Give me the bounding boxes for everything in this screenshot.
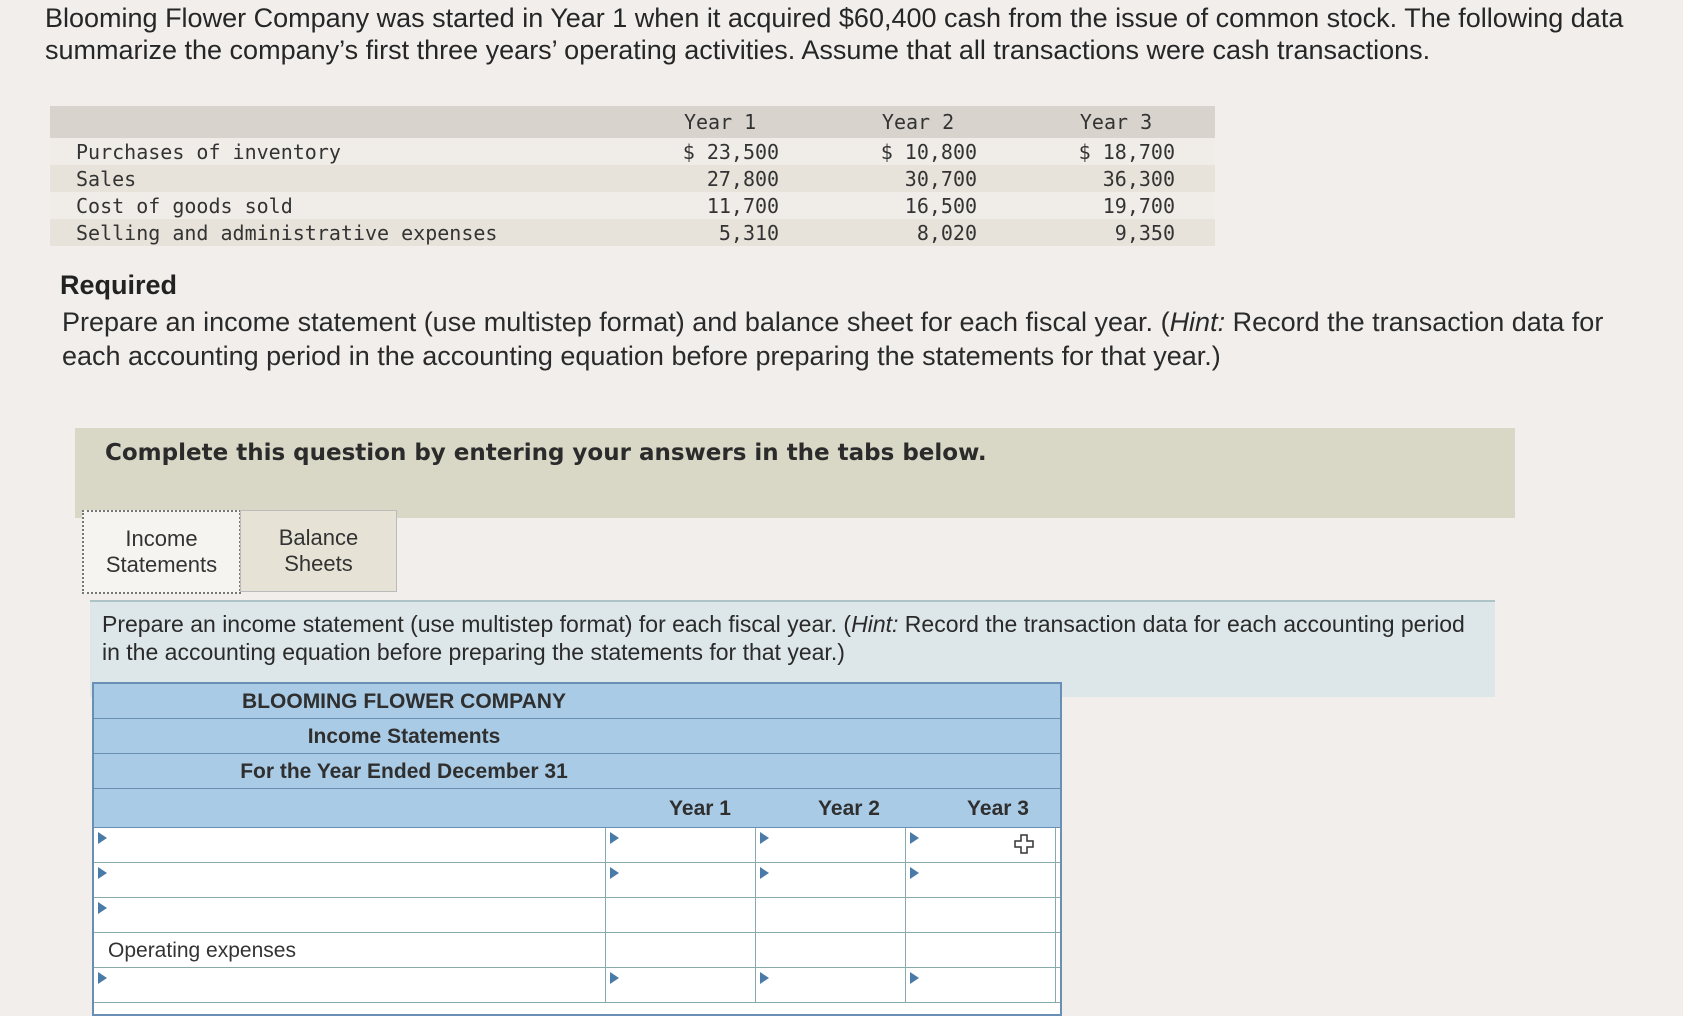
year2-cell xyxy=(756,933,906,967)
row-year2-value: 16,500 xyxy=(819,192,1017,219)
statement-row xyxy=(94,968,1060,1003)
year3-input[interactable] xyxy=(906,863,1055,897)
data-table-header-year2: Year 2 xyxy=(819,106,1017,138)
column-header-year2: Year 2 xyxy=(818,797,880,820)
dropdown-arrow-icon xyxy=(98,832,107,844)
year2-input[interactable] xyxy=(756,863,905,897)
statement-company-name: BLOOMING FLOWER COMPANY xyxy=(242,690,566,713)
statement-period: For the Year Ended December 31 xyxy=(240,760,568,783)
row-label-input[interactable] xyxy=(94,863,605,897)
row-label-cell xyxy=(94,898,606,932)
year3-cell xyxy=(906,968,1056,1002)
year1-input[interactable] xyxy=(606,968,755,1002)
row-label-cell xyxy=(94,828,606,862)
data-table-header-blank xyxy=(50,106,621,138)
year1-input[interactable] xyxy=(606,828,755,862)
dropdown-arrow-icon xyxy=(98,972,107,984)
required-text-part1: Prepare an income statement (use multistep format) and balance sheet for each fiscal year. ( xyxy=(62,307,1170,337)
row-year3-value: 19,700 xyxy=(1017,192,1215,219)
year1-cell xyxy=(606,933,756,967)
row-year3-value: $ 18,700 xyxy=(1017,138,1215,165)
tab-instruction-text xyxy=(102,610,1482,666)
row-label-input[interactable] xyxy=(94,898,605,932)
required-heading: Required xyxy=(60,270,178,300)
year2-cell xyxy=(756,968,906,1002)
income-statement-form xyxy=(92,682,1062,1016)
year3-input[interactable] xyxy=(906,828,1055,862)
year1-cell xyxy=(606,828,756,862)
row-label: Cost of goods sold xyxy=(50,192,621,219)
data-table-header-year1: Year 1 xyxy=(621,106,819,138)
year1-cell xyxy=(606,968,756,1002)
dropdown-arrow-icon xyxy=(910,867,919,879)
year1-cell xyxy=(606,898,756,932)
dropdown-arrow-icon xyxy=(910,832,919,844)
row-label-cell xyxy=(94,933,606,967)
required-text-part2: Record the transaction data for each accounting period in the accounting equation before preparing the statements for that year.) xyxy=(62,307,1604,371)
row-year3-value: 36,300 xyxy=(1017,165,1215,192)
dropdown-arrow-icon xyxy=(610,832,619,844)
year2-cell xyxy=(756,828,906,862)
statement-company-row xyxy=(94,684,1060,719)
row-label-input[interactable] xyxy=(94,828,605,862)
year2-cell xyxy=(756,863,906,897)
statement-title-row xyxy=(94,719,1060,754)
dropdown-arrow-icon xyxy=(910,972,919,984)
statement-period-row xyxy=(94,754,1060,789)
dropdown-arrow-icon xyxy=(98,867,107,879)
year3-cell xyxy=(906,863,1056,897)
year1-input[interactable] xyxy=(606,898,755,932)
year3-input[interactable] xyxy=(906,898,1055,932)
instruction-banner xyxy=(75,428,1515,518)
year1-cell xyxy=(606,863,756,897)
statement-column-header-row xyxy=(94,789,1060,828)
year2-input[interactable] xyxy=(756,828,905,862)
year2-input[interactable] xyxy=(756,968,905,1002)
row-label-cell xyxy=(94,863,606,897)
dropdown-arrow-icon xyxy=(610,867,619,879)
table-row xyxy=(50,192,1215,219)
tab-label: Balance Sheets xyxy=(278,525,359,576)
row-year1-value: $ 23,500 xyxy=(621,138,819,165)
row-label-cell xyxy=(94,968,606,1002)
row-year2-value: $ 10,800 xyxy=(819,138,1017,165)
year3-cell xyxy=(906,933,1056,967)
table-row xyxy=(50,138,1215,165)
statement-row xyxy=(94,863,1060,898)
dropdown-arrow-icon xyxy=(760,972,769,984)
dropdown-arrow-icon xyxy=(760,867,769,879)
data-table-header-year3: Year 3 xyxy=(1017,106,1215,138)
year3-input[interactable] xyxy=(906,968,1055,1002)
row-label-input[interactable] xyxy=(94,968,605,1002)
problem-intro: Blooming Flower Company was started in Year 1 when it acquired $60,400 cash from the issue of common stock. The following data summarize the company’s first three years’ operating activities. Assume that all transactions were cash transactions. xyxy=(45,3,1624,65)
row-year1-value: 27,800 xyxy=(621,165,819,192)
column-header-year3: Year 3 xyxy=(967,797,1029,820)
required-hint-word: Hint: xyxy=(1169,307,1226,337)
dropdown-arrow-icon xyxy=(98,902,107,914)
banner-text: Complete this question by entering your answers in the tabs below. xyxy=(105,440,987,466)
instruction-part1: Prepare an income statement (use multistep format) for each fiscal year. ( xyxy=(102,611,852,637)
year2-cell xyxy=(756,898,906,932)
column-header-year1: Year 1 xyxy=(669,797,731,820)
table-row xyxy=(50,219,1215,246)
row-year1-value: 5,310 xyxy=(621,219,819,246)
operating-expenses-label: Operating expenses xyxy=(108,939,296,962)
transaction-data-table xyxy=(50,106,1215,246)
year1-input[interactable] xyxy=(606,863,755,897)
row-label: Purchases of inventory xyxy=(50,138,621,165)
row-year1-value: 11,700 xyxy=(621,192,819,219)
statement-title: Income Statements xyxy=(307,725,501,748)
statement-row xyxy=(94,933,1060,968)
row-label: Sales xyxy=(50,165,621,192)
year3-cell xyxy=(906,898,1056,932)
row-year2-value: 8,020 xyxy=(819,219,1017,246)
statement-row xyxy=(94,898,1060,933)
table-row xyxy=(50,165,1215,192)
tab-label: Income Statements xyxy=(105,526,218,577)
row-label: Selling and administrative expenses xyxy=(50,219,621,246)
year3-cell xyxy=(906,828,1056,862)
year2-input[interactable] xyxy=(756,898,905,932)
instruction-part2: Record the transaction data for each accounting period in the accounting equation before preparing the statements for that year.) xyxy=(102,611,1465,665)
data-table-header-row xyxy=(50,106,1215,138)
row-year2-value: 30,700 xyxy=(819,165,1017,192)
tab-balance-sheets[interactable] xyxy=(240,510,397,592)
tab-income-statements[interactable] xyxy=(82,510,241,594)
dropdown-arrow-icon xyxy=(760,832,769,844)
instruction-hint-word: Hint: xyxy=(851,611,899,637)
row-year3-value: 9,350 xyxy=(1017,219,1215,246)
dropdown-arrow-icon xyxy=(610,972,619,984)
required-text xyxy=(62,305,1662,373)
statement-row xyxy=(94,828,1060,863)
